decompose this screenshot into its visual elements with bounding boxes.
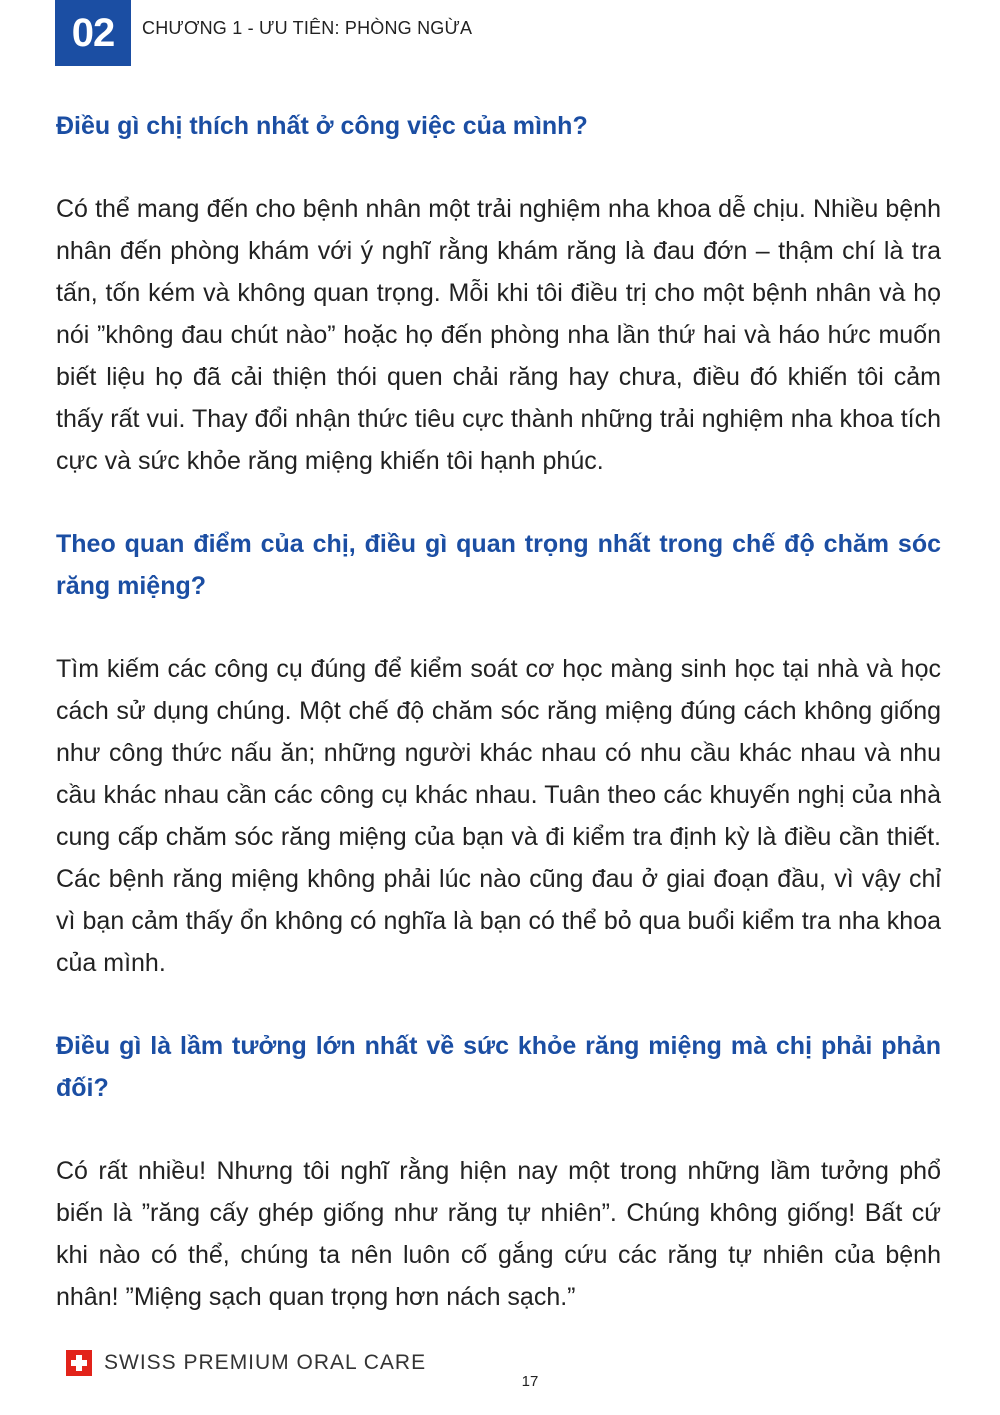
answer-paragraph: Tìm kiếm các công cụ đúng để kiểm soát cơ học màng sinh học tại nhà và học cách sử dụng chúng. Một chế độ chăm sóc răng miệng đúng cách không giống như công thức nấu ăn; những người khác nhau có nhu cầu khác nhau và nhu cầu khác nhau cần các công cụ khác nhau. Tuân theo các khuyến nghị của nhà cung cấp chăm sóc răng miệng của bạn và đi kiểm tra định kỳ là điều cần thiết. Các bệnh răng miệng không phải lúc nào cũng đau ở giai đoạn đầu, vì vậy chỉ vì bạn cảm thấy ổn không có nghĩa là bạn có thể bỏ qua buổi kiểm tra nha khoa của mình. [56, 655, 941, 977]
page-number: 17 [521, 1373, 539, 1390]
swiss-cross-icon [66, 1350, 92, 1376]
footer-brand [66, 1350, 426, 1376]
brand-name: SWISS PREMIUM ORAL CARE [104, 1351, 427, 1374]
article-body [56, 100, 941, 1318]
chapter-number: 02 [71, 10, 115, 55]
question-heading: Điều gì chị thích nhất ở công việc của mình? [56, 112, 588, 140]
question-heading: Theo quan điểm của chị, điều gì quan trọng nhất trong chế độ chăm sóc răng miệng? [56, 530, 941, 600]
chapter-title: CHƯƠNG 1 - ƯU TIÊN: PHÒNG NGỪA [142, 18, 473, 38]
answer-paragraph: Có thể mang đến cho bệnh nhân một trải nghiệm nha khoa dễ chịu. Nhiều bệnh nhân đến phòng khám với ý nghĩ rằng khám răng là đau đớn – thậm chí là tra tấn, tốn kém và không quan trọng. Mỗi khi tôi điều trị cho một bệnh nhân và họ nói ”không đau chút nào” hoặc họ đến phòng nha lần thứ hai và háo hức muốn biết liệu họ đã cải thiện thói quen chải răng hay chưa, điều đó khiến tôi cảm thấy rất vui. Thay đổi nhận thức tiêu cực thành những trải nghiệm nha khoa tích cực và sức khỏe răng miệng khiến tôi hạnh phúc. [56, 195, 941, 475]
question-heading: Điều gì là lầm tưởng lớn nhất về sức khỏe răng miệng mà chị phải phản đối? [56, 1032, 941, 1102]
answer-paragraph: Có rất nhiều! Nhưng tôi nghĩ rằng hiện nay một trong những lầm tưởng phổ biến là ”răng cấy ghép giống như răng tự nhiên”. Chúng không giống! Bất cứ khi nào có thể, chúng ta nên luôn cố gắng cứu các răng tự nhiên của bệnh nhân! ”Miệng sạch quan trọng hơn nách sạch.” [56, 1157, 941, 1311]
chapter-number-badge [55, 0, 131, 66]
